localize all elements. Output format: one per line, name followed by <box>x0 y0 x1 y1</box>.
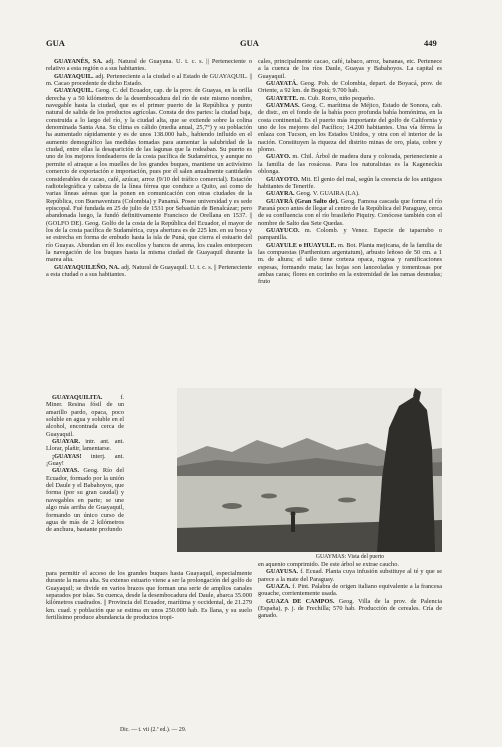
entry-head: GUAYAQUILITA. <box>52 394 103 401</box>
lower-left-text <box>46 570 252 621</box>
entry <box>46 467 124 533</box>
entry-text: m. Colomb. y Venez. Especie de taparrabo o pampanilla. <box>258 226 443 242</box>
entry-text: f. Miner. Resina fósil de un amarillo pardo, opaca, poco soluble en agua y soluble en el alcohol, encontrada cerca de Guayaquil. <box>46 394 124 438</box>
photo-caption: GUAYMAS: Vista del puerto <box>315 554 385 560</box>
entry-head: GUAYOTO. <box>266 175 300 183</box>
entry-head: GUAYRÁ (Gran Salto de). <box>266 197 339 205</box>
harbor-photo <box>177 388 442 552</box>
entry <box>46 438 124 453</box>
entry-head: GUAYRA. <box>266 190 295 198</box>
entry <box>258 190 442 197</box>
entry-text: intr. ant. ant. Llorar, plañir, lamentarse. <box>46 438 125 453</box>
entry <box>258 227 442 242</box>
entry-text: m. Bot. Planta mejicana, de la familia de las compuestas (Parthenium argentatum), arbusto leñoso de 50 cm. a 1 m. de altura; el tallo tiene corteza opaca, rugosa y ramificaciones espesas, formando mata; las hojas son lanceoladas y tomentosas por ambas caras; flores en corimbo en la extremidad de las ramas desnudas; fruto <box>258 241 442 286</box>
entry <box>46 87 252 263</box>
entry-text: adj. Natural de Guayaquil. U. t. c. s. || Perteneciente a esta ciudad o a sus habitantes. <box>46 263 252 278</box>
page-number: 449 <box>424 38 437 48</box>
entry-head: GUAYAQUIL. <box>54 87 94 95</box>
entry-text: Geog. C. marítima de Méjico, Estado de Sonora, cab. de distr., en el fondo de la bahía poco profunda bahía homónima, en la costa continental. Es el puerto más importante del golfo de California y uno de los mejores del Pacífico; 14.200 habitantes. Una vía férrea la enlaza con Tucson, en los Estados Unidos, y otra con el interior de la nación. Constituyen la riqueza del distrito minas de oro, plata, cobre y plomo. <box>258 102 442 154</box>
entry <box>46 453 124 468</box>
entry <box>46 264 252 279</box>
entry-head: GUAYUCO. <box>266 226 300 234</box>
entry-text: cales, principalmente cacao, café, tabaco, arroz, bananas, etc. Pertenece a la cuenca de los ríos Daule, Guayas y Babahoyos. La capital es Guayaquil. <box>258 58 442 80</box>
entry <box>258 598 442 620</box>
entry-text: Geog. Villa de la prov. de Palencia (España), p. j. de Frechilla; 570 hab. Producción de cereales. Cría de ganado. <box>258 597 442 620</box>
entry <box>258 583 442 598</box>
right-column <box>258 58 442 286</box>
entry-head: GUAZA DE CAMPOS. <box>266 597 335 605</box>
entry-continuation <box>258 58 442 80</box>
footer-signature: Dic. — t. vii (2.ª ed.). — 29. <box>120 727 187 733</box>
narrow-column <box>46 394 124 534</box>
entry-head: GUAYO. <box>266 153 291 161</box>
entry-head: GUAYAR. <box>52 438 81 446</box>
header-left-word: GUA <box>46 38 65 48</box>
entry-text: Geog. Pob. de Colombia, depart. de Boyacá, prov. de Oriente, a 92 km. de Bogotá; 9.700 hab. <box>258 80 442 95</box>
entry <box>258 95 442 102</box>
running-header <box>0 38 502 50</box>
entry-text: Geog. V. GUAIRA (LA). <box>296 190 360 198</box>
entry-text: adj. Perteneciente a la ciudad o al Estado de GUAYAQUIL. || m. Cacao procedente de dicho Estado. <box>46 72 252 88</box>
entry <box>258 176 442 191</box>
entry <box>258 568 442 583</box>
entry-text: f. Ecuad. Planta cuya infusión substituye al té y que se parece a la mate del Paraguay. <box>258 568 442 583</box>
entry <box>46 394 124 438</box>
entry-head: GUAYETE. <box>266 94 299 102</box>
entry <box>258 153 442 175</box>
entry-text: f. Pint. Palabra de origen italiano equivalente a la francesa gouache, corrientemente usada. <box>258 583 442 598</box>
entry-text: adj. Natural de Guayana. U. t. c. s. || Perteneciente o relativo a esta región o a sus habitantes. <box>46 58 253 73</box>
entry-text: m. Chil. Árbol de madera dura y colorada, perteneciente a la familia de las rosáceas. Para los naturalistas es la Kageneckia oblonga. <box>258 153 443 176</box>
entry-head: GUAYANÉS, SA. <box>54 58 103 65</box>
entry-continuation: para permitir el acceso de los grandes buques hasta Guayaquil, especialmente durante la marea alta. Su extenso estuario viene a ser la prolongación del golfo de Guayaquil; se divide en varios brazos que forman una serie de amplios canales separados por islas. Su cuenca, desde la desembocadura del Daule, abarca 35.000 kilómetros cuadrados. || Provincia del Ecuador, marítima y occidental, de 21.279 km. cuad. y población que se estima en unos 250.000 hab. Es llana, y su suelo fertilísimo produce abundancia de productos tropi- <box>46 570 252 622</box>
entry-head: GUAYUSA. <box>266 568 299 576</box>
entry-head: GUAYULE o HUAYULE. <box>266 241 337 249</box>
entry-head: ¡GUAYAS! <box>52 452 82 460</box>
entry-text: Geog. Río del Ecuador, formado por la unión del Daule y el Babahoyos, que forma (por su gran caudal) y navegables en parte; se une algo más arriba de Guayaquil, formando un único curso de agua de más de 2 kilómetros de anchura, bastante profundo <box>46 467 124 534</box>
header-center-word: GUA <box>240 38 259 48</box>
entry-head: GUAZA. <box>266 583 291 591</box>
entry <box>258 242 442 286</box>
entry-head: GUAYAQUILEÑO, NA. <box>54 263 120 271</box>
entry-text: m. Cub. Rorro, niño pequeño. <box>299 94 375 102</box>
entry <box>258 80 442 95</box>
entry-head: GUAYATÁ. <box>266 80 298 88</box>
entry-text: en aquenio comprimido. De este árbol se extrae caucho. <box>258 561 399 568</box>
entry-text: Geog. Famosa cascada que forma el río Paraná poco antes de llegar al centro de la República del Paraguay, cerca de su confluencia con el río brasileño Piquiry. Conócese también con el nombre de Salto das Sete Quedas. <box>258 197 442 227</box>
right-lower-column <box>258 561 442 620</box>
entry-text: Geog. C. del Ecuador, cap. de la prov. de Guayas, en la orilla derecha y a 50 kilómetros de la desembocadura del río de este mismo nombre, navegable hasta la ciudad, que es el primer puerto de la República y punto natural de salida de los productos agrícolas. Consta de dos partes: la ciudad baja, construida a lo largo del río, y la ciudad alta, que se extiende sobre la colina denominada Santa Ana. Su clima es cálido (media anual, 25,7°) y su población ha aumentado rápidamente y es de unos 138.000 hab., habiendo influido en el aumento demográfico las medidas tomadas para aumentar la salubridad de la ciudad, entre ellas la desaparición de las lagunas que la rodeaban. Su puerto es uno de los mejores fondeaderos de la costa pacífica de Sudamérica, y aunque no permite el atraque a los muelles de los grandes buques, mantiene un activísimo comercio de exportación e importación, pues por él salen anualmente cantidades considerables de cacao, café, azúcar, arroz (9/10 del tráfico comercial). Estación radiotelegráfica y cabeza de la línea férrea que conduce a Quito, así como de varias líneas aéreas que la ponen en comunicación con otras ciudades de la República, con Buenaventura (Colombia) y Panamá. Posee universidad y es sede episcopal. Fué fundada en 25 de julio de 1531 por Sebastián de Benalcázar; pero abandonada luego, la fundó definitivamente Francisco de Orellana en 1537. || (GOLFO DE). Geog. Golfo de la costa de la República del Ecuador, el mayor de los de la costa pacífica de Sudamérica, cuya abertura es de 225 km. en su boca y se estrecha en forma de embudo hasta la isla de Puná, que cierra el estuario del río Guayas. Abundan en él los escollos y bancos de arena, los cuales entorpecen la navegación de los buques hasta la misma ciudad de Guayaquil durante la marea alta. <box>46 87 252 264</box>
entry-head: GUAYMAS. <box>266 102 300 110</box>
entry <box>46 58 252 73</box>
entry <box>258 102 442 153</box>
entry-text: Mit. El genio del mal, según la creencia de los antiguos habitantes de Tenerife. <box>258 175 443 190</box>
entry-text: interj. ant. ¡Guay! <box>46 452 124 468</box>
entry-continuation <box>258 561 442 568</box>
entry-head: GUAYAS. <box>52 467 80 475</box>
entry <box>258 198 442 227</box>
entry-head: GUAYAQUIL. <box>54 72 94 80</box>
entry <box>46 73 252 88</box>
left-column <box>46 58 252 278</box>
